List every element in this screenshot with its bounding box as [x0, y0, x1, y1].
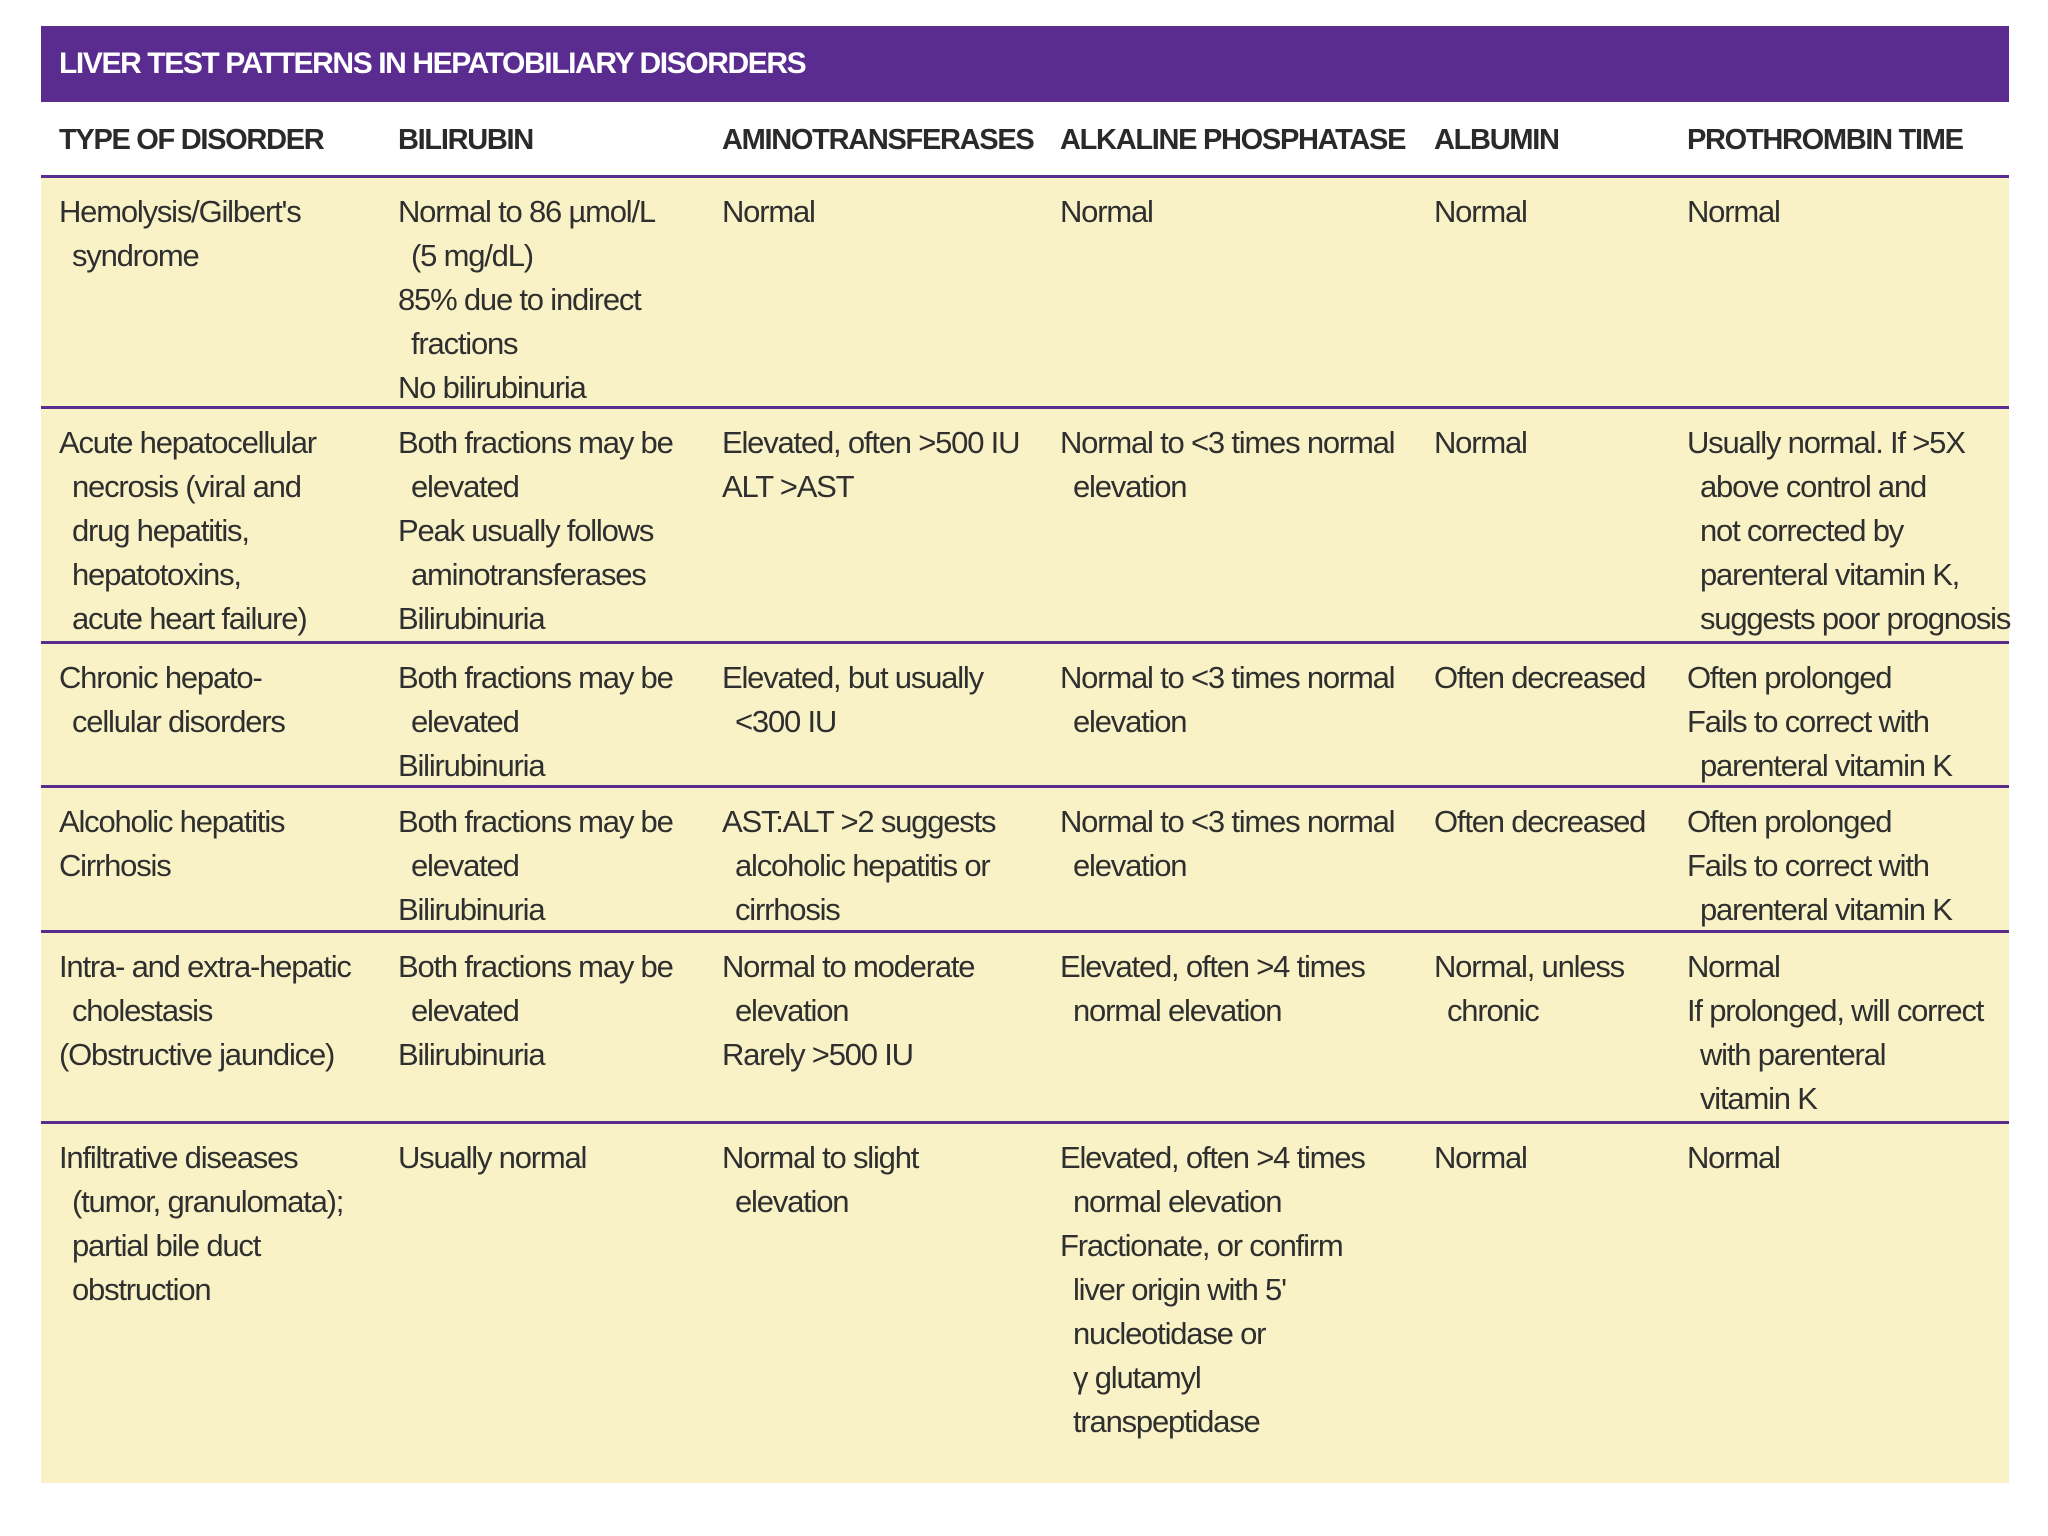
cell-line: nucleotidase or — [1073, 1316, 1266, 1351]
cell-line: hepatotoxins, — [72, 557, 241, 592]
cell-line: Intra- and extra-hepatic — [59, 949, 351, 984]
cell-line: acute heart failure) — [72, 601, 307, 636]
cell-alkaline-phosphatase — [1042, 933, 1416, 1121]
cell-prothrombin-time — [1669, 933, 2009, 1121]
cell-line: Chronic hepato- — [59, 660, 262, 695]
cell-line: Normal to slight — [722, 1140, 919, 1175]
cell-line: Often prolonged — [1687, 660, 1892, 695]
cell-line: parenteral vitamin K — [1700, 892, 1952, 927]
table-row — [41, 933, 2009, 1124]
cell-line: elevation — [1073, 469, 1187, 504]
cell-line: Hemolysis/Gilbert's — [59, 194, 301, 229]
cell-line: cholestasis — [72, 993, 213, 1028]
cell-line: Both fractions may be — [398, 949, 673, 984]
cell-prothrombin-time — [1669, 1124, 2009, 1483]
cell-line: normal elevation — [1073, 1184, 1282, 1219]
cell-disorder — [41, 788, 380, 930]
cell-line: elevation — [735, 1184, 849, 1219]
cell-line: AST:ALT >2 suggests — [722, 804, 996, 839]
cell-line: (5 mg/dL) — [411, 238, 533, 273]
cell-line: elevation — [1073, 704, 1187, 739]
table-row — [41, 788, 2009, 933]
cell-line: Normal — [1687, 949, 1780, 984]
cell-aminotransferases — [704, 933, 1042, 1121]
cell-line: Normal to <3 times normal — [1060, 804, 1395, 839]
cell-aminotransferases — [704, 1124, 1042, 1483]
cell-line: Acute hepatocellular — [59, 425, 316, 460]
cell-line: Elevated, often >4 times — [1060, 949, 1365, 984]
cell-line: No bilirubinuria — [398, 370, 586, 405]
cell-aminotransferases — [704, 409, 1042, 641]
cell-albumin — [1416, 178, 1669, 406]
cell-line: elevation — [1073, 848, 1187, 883]
column-header: PROTHROMBIN TIME — [1687, 124, 1963, 156]
cell-bilirubin — [380, 409, 704, 641]
cell-line: parenteral vitamin K, — [1700, 557, 1960, 592]
cell-line: Bilirubinuria — [398, 601, 545, 636]
cell-prothrombin-time — [1669, 178, 2009, 406]
cell-line: alcoholic hepatitis or — [735, 848, 990, 883]
table-row — [41, 644, 2009, 788]
cell-albumin — [1416, 409, 1669, 641]
cell-line: drug hepatitis, — [72, 513, 249, 548]
cell-line: Elevated, often >500 IU — [722, 425, 1020, 460]
cell-albumin — [1416, 788, 1669, 930]
cell-prothrombin-time — [1669, 788, 2009, 930]
cell-line: Rarely >500 IU — [722, 1037, 913, 1072]
table-row — [41, 409, 2009, 644]
cell-line: fractions — [411, 326, 518, 361]
cell-line: Normal to <3 times normal — [1060, 660, 1395, 695]
cell-line: Normal to 86 µmol/L — [398, 194, 655, 229]
cell-albumin — [1416, 1124, 1669, 1483]
cell-line: Normal — [1434, 194, 1527, 229]
cell-line: parenteral vitamin K — [1700, 748, 1952, 783]
cell-aminotransferases — [704, 178, 1042, 406]
cell-line: normal elevation — [1073, 993, 1282, 1028]
cell-line: Normal to moderate — [722, 949, 975, 984]
cell-line: Normal, unless — [1434, 949, 1624, 984]
cell-line: Fails to correct with — [1687, 704, 1929, 739]
liver-test-table — [41, 26, 2009, 1483]
cell-alkaline-phosphatase — [1042, 1124, 1416, 1483]
cell-line: necrosis (viral and — [72, 469, 301, 504]
cell-line: Bilirubinuria — [398, 892, 545, 927]
cell-line: Elevated, often >4 times — [1060, 1140, 1365, 1175]
cell-line: Normal — [1434, 1140, 1527, 1175]
column-header: AMINOTRANSFERASES — [722, 124, 1034, 156]
cell-line: Elevated, but usually — [722, 660, 983, 695]
table-title: LIVER TEST PATTERNS IN HEPATOBILIARY DISORDERS — [41, 26, 2009, 102]
cell-line: Bilirubinuria — [398, 748, 545, 783]
cell-line: partial bile duct — [72, 1228, 261, 1263]
table-row — [41, 1124, 2009, 1483]
cell-line: Usually normal. If >5X — [1687, 425, 1965, 460]
cell-aminotransferases — [704, 788, 1042, 930]
cell-bilirubin — [380, 788, 704, 930]
cell-line: obstruction — [72, 1272, 211, 1307]
cell-line: Fractionate, or confirm — [1060, 1228, 1343, 1263]
cell-line: Both fractions may be — [398, 425, 673, 460]
cell-line: If prolonged, will correct — [1687, 993, 1984, 1028]
cell-bilirubin — [380, 1124, 704, 1483]
cell-line: above control and — [1700, 469, 1927, 504]
cell-line: Often decreased — [1434, 804, 1646, 839]
cell-line: Peak usually follows — [398, 513, 654, 548]
cell-disorder — [41, 178, 380, 406]
cell-line: cirrhosis — [735, 892, 840, 927]
cell-line: elevated — [411, 469, 519, 504]
cell-line: γ glutamyl — [1073, 1360, 1201, 1395]
cell-line: Fails to correct with — [1687, 848, 1929, 883]
cell-line: elevated — [411, 704, 519, 739]
cell-prothrombin-time — [1669, 644, 2009, 785]
cell-line: Normal — [1687, 1140, 1780, 1175]
column-header: TYPE OF DISORDER — [59, 124, 324, 156]
cell-line: Infiltrative diseases — [59, 1140, 298, 1175]
column-header: BILIRUBIN — [398, 124, 533, 156]
cell-line: Cirrhosis — [59, 848, 171, 883]
cell-line: Often prolonged — [1687, 804, 1892, 839]
cell-disorder — [41, 644, 380, 785]
cell-line: Both fractions may be — [398, 804, 673, 839]
column-header: ALBUMIN — [1434, 124, 1559, 156]
cell-line: Bilirubinuria — [398, 1037, 545, 1072]
cell-line: transpeptidase — [1073, 1404, 1260, 1439]
cell-bilirubin — [380, 178, 704, 406]
cell-line: syndrome — [72, 238, 199, 273]
cell-disorder — [41, 409, 380, 641]
cell-line: Alcoholic hepatitis — [59, 804, 285, 839]
table-header-row — [41, 102, 2009, 178]
cell-line: chronic — [1447, 993, 1539, 1028]
cell-line: Normal — [1060, 194, 1153, 229]
cell-bilirubin — [380, 644, 704, 785]
cell-line: Usually normal — [398, 1140, 587, 1175]
cell-disorder — [41, 933, 380, 1121]
cell-line: Normal to <3 times normal — [1060, 425, 1395, 460]
cell-alkaline-phosphatase — [1042, 409, 1416, 641]
cell-line: Both fractions may be — [398, 660, 673, 695]
cell-line: 85% due to indirect — [398, 282, 641, 317]
cell-bilirubin — [380, 933, 704, 1121]
cell-line: Normal — [1434, 425, 1527, 460]
cell-line: cellular disorders — [72, 704, 285, 739]
cell-line: with parenteral — [1700, 1037, 1886, 1072]
table-row — [41, 178, 2009, 409]
cell-line: suggests poor prognosis — [1700, 601, 2011, 636]
cell-line: vitamin K — [1700, 1081, 1817, 1116]
cell-line: elevated — [411, 848, 519, 883]
cell-line: Often decreased — [1434, 660, 1646, 695]
cell-line: Normal — [722, 194, 815, 229]
cell-line: Normal — [1687, 194, 1780, 229]
cell-alkaline-phosphatase — [1042, 178, 1416, 406]
cell-line: <300 IU — [735, 704, 837, 739]
cell-aminotransferases — [704, 644, 1042, 785]
cell-line: not corrected by — [1700, 513, 1904, 548]
cell-disorder — [41, 1124, 380, 1483]
cell-line: aminotransferases — [411, 557, 646, 592]
column-header: ALKALINE PHOSPHATASE — [1060, 124, 1406, 156]
cell-line: (Obstructive jaundice) — [59, 1037, 335, 1072]
cell-alkaline-phosphatase — [1042, 788, 1416, 930]
cell-line: (tumor, granulomata); — [72, 1184, 344, 1219]
cell-prothrombin-time — [1669, 409, 2009, 641]
cell-albumin — [1416, 644, 1669, 785]
cell-alkaline-phosphatase — [1042, 644, 1416, 785]
cell-line: elevation — [735, 993, 849, 1028]
cell-line: ALT >AST — [722, 469, 854, 504]
cell-line: liver origin with 5' — [1073, 1272, 1286, 1307]
cell-line: elevated — [411, 993, 519, 1028]
cell-albumin — [1416, 933, 1669, 1121]
